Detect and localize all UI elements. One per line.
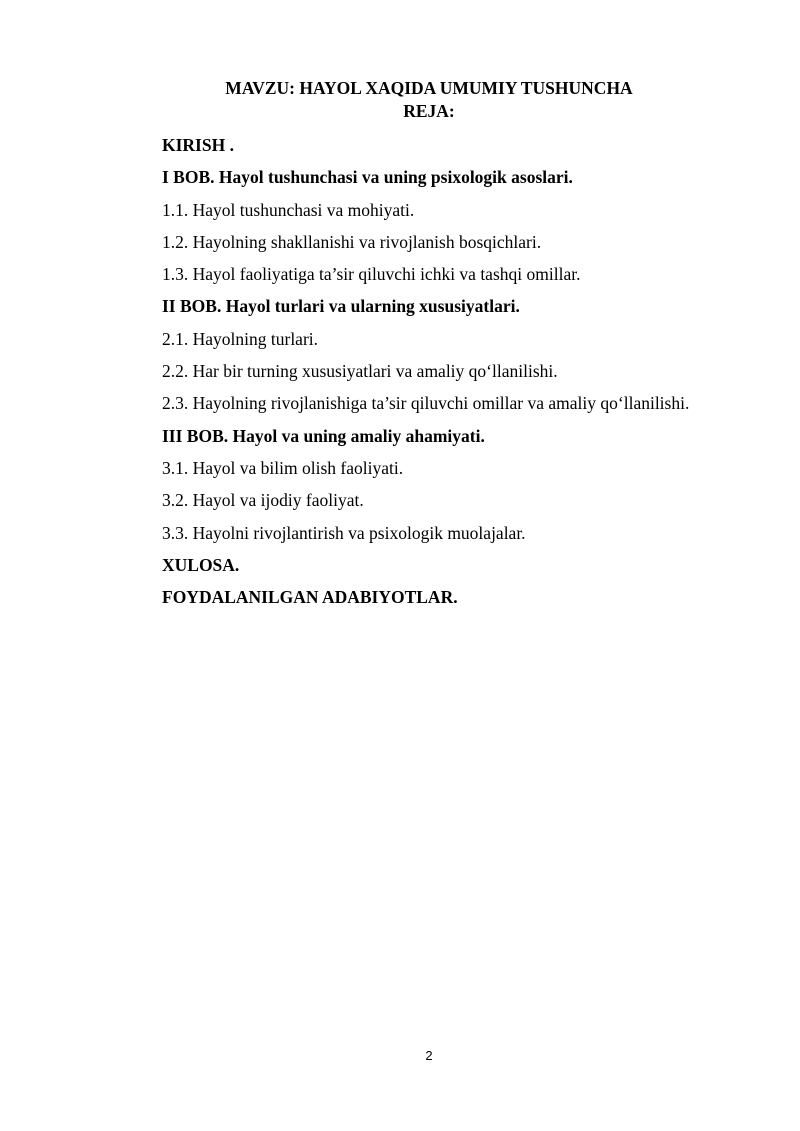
toc-item-introduction: KIRISH . xyxy=(162,135,234,155)
toc-chapter-2: II BOB. Hayol turlari va ularning xususiyatlari. xyxy=(162,296,520,317)
toc-chapter-3: III BOB. Hayol va uning amaliy ahamiyati. xyxy=(162,425,485,446)
toc-item-conclusion: XULOSA. xyxy=(162,554,240,575)
page-number: 2 xyxy=(425,1048,433,1063)
toc-section-1-2: 1.2. Hayolning shakllanishi va rivojlanish bosqichlari. xyxy=(162,231,542,252)
toc-section-2-2: 2.2. Har bir turning xususiyatlari va amaliy qo‘llanilishi. xyxy=(162,361,558,382)
table-of-contents xyxy=(162,131,782,615)
toc-section-3-3: 3.3. Hayolni rivojlantirish va psixologik muolajalar. xyxy=(162,522,526,543)
toc-section-1-1: 1.1. Hayol tushunchasi va mohiyati. xyxy=(162,199,415,220)
toc-section-2-3: 2.3. Hayolning rivojlanishiga ta’sir qiluvchi omillar va amaliy qo‘llanilishi. xyxy=(162,393,690,414)
document-title: MAVZU: HAYOL XAQIDA UMUMIY TUSHUNCHA xyxy=(225,78,633,98)
toc-section-3-1: 3.1. Hayol va bilim olish faoliyati. xyxy=(162,457,404,478)
plan-heading: REJA: xyxy=(403,101,455,121)
toc-section-3-2: 3.2. Hayol va ijodiy faoliyat. xyxy=(162,490,364,511)
toc-section-2-1: 2.1. Hayolning turlari. xyxy=(162,328,319,349)
toc-chapter-1: I BOB. Hayol tushunchasi va uning psixologik asoslari. xyxy=(162,167,573,188)
toc-item-references: FOYDALANILGAN ADABIYOTLAR. xyxy=(162,587,458,608)
toc-section-1-3: 1.3. Hayol faoliyatiga ta’sir qiluvchi ichki va tashqi omillar. xyxy=(162,264,581,285)
